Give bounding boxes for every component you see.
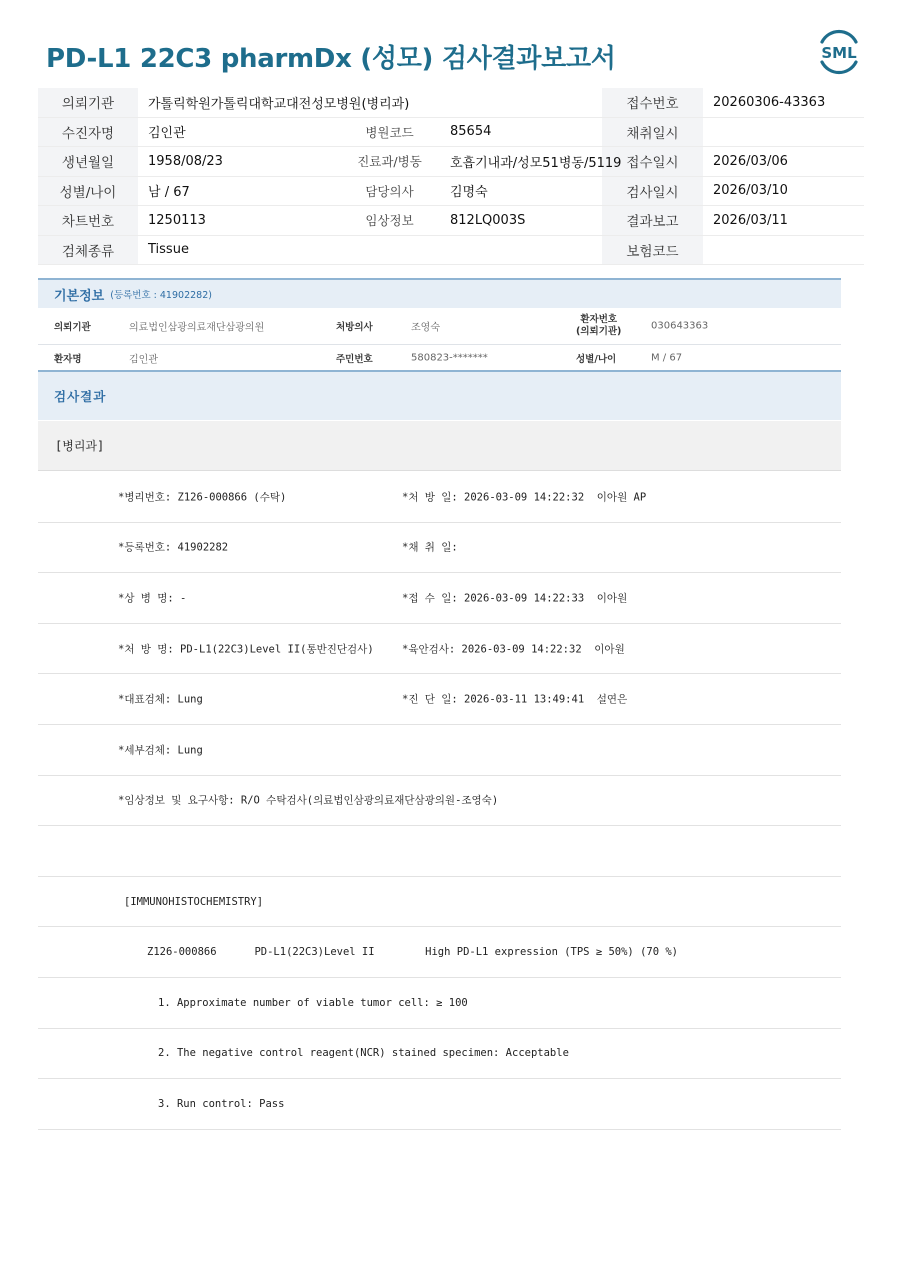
result-line [38, 472, 841, 523]
result-lines [38, 472, 841, 1130]
result-line [38, 1029, 841, 1080]
header-label: 접수번호 [602, 88, 703, 117]
header-value: 남 / 67 [138, 176, 339, 206]
header-value: 2026/03/06 [703, 147, 864, 177]
result-field-left: *대표검체: Lung [118, 693, 203, 706]
registration-note: (등록번호 : 41902282) [110, 290, 212, 301]
header-value: 김인관 [138, 117, 339, 147]
result-line [38, 624, 841, 675]
sex-age-value: M / 67 [651, 352, 683, 364]
header-value: 2026/03/11 [703, 206, 864, 236]
result-line [38, 1079, 841, 1130]
header-row [38, 147, 864, 177]
header-label: 채취일시 [602, 117, 703, 147]
result-line [38, 826, 841, 877]
header-label: 검사일시 [602, 176, 703, 206]
basic-info-title: 기본정보 [54, 288, 105, 304]
department-label: [병리과] [38, 421, 841, 471]
result-field-left: *세부검체: Lung [118, 744, 203, 757]
header-label: 병원코드 [339, 117, 440, 147]
header-label: 수진자명 [38, 117, 138, 147]
result-field-right: *육안검사: 2026-03-09 14:22:32 이아원 [402, 643, 625, 656]
prescriber-value: 조영숙 [411, 322, 440, 334]
header-value: 1250113 [138, 206, 339, 236]
patient-number-value: 030643363 [651, 320, 709, 332]
ihc-detail: 3. Run control: Pass [158, 1097, 285, 1110]
header-label: 담당의사 [339, 176, 440, 206]
header-value [703, 117, 864, 147]
header-value [703, 235, 864, 265]
header-value: 가톨릭학원가톨릭대학교대전성모병원(병리과) [138, 88, 602, 117]
sml-logo [814, 28, 864, 76]
results-heading: 검사결과 [54, 389, 107, 404]
patient-number-label: 환자번호 (의뢰기관) [576, 314, 622, 337]
ihc-detail: 1. Approximate number of viable tumor cell: ≥ 100 [158, 996, 468, 1009]
header-value: 85654 [440, 117, 602, 147]
result-field-right: *처 방 일: 2026-03-09 14:22:32 이아원 AP [402, 491, 647, 504]
report-title: PD-L1 22C3 pharmDx (성모) 검사결과보고서 [46, 44, 616, 74]
ihc-result: Z126-000866 PD-L1(22C3)Level II High PD-L1 expression (TPS ≥ 50%) (70 %) [147, 946, 679, 959]
header-row [38, 235, 864, 265]
header-value: 김명숙 [440, 176, 602, 206]
header-label: 임상정보 [339, 206, 440, 236]
result-field-left: *상 병 명: - [118, 592, 187, 605]
patient-header-table [38, 88, 864, 265]
header-value: 812LQ003S [440, 206, 602, 236]
ihc-detail: 2. The negative control reagent(NCR) stained specimen: Acceptable [158, 1047, 569, 1060]
result-line [38, 674, 841, 725]
header-row [38, 206, 864, 236]
result-line [38, 725, 841, 776]
result-field-right: *채 취 일: [402, 541, 458, 554]
result-line [38, 776, 841, 827]
sex-age-label: 성별/나이 [576, 354, 617, 365]
result-line [38, 927, 841, 978]
result-line [38, 573, 841, 624]
header-label: 보험코드 [602, 235, 703, 265]
header-value: 2026/03/10 [703, 176, 864, 206]
rrn-label: 주민번호 [336, 354, 373, 365]
basic-info-header [38, 278, 841, 308]
header-value: 1958/08/23 [138, 147, 339, 177]
result-field-left: *처 방 명: PD-L1(22C3)Level II(통반진단검사) [118, 643, 374, 656]
patient-name-value: 김인관 [129, 354, 158, 366]
header-row [38, 176, 864, 206]
result-field-left: *임상정보 및 요구사항: R/O 수탁검사(의료법인삼광의료재단삼광의원-조영숙) [118, 794, 499, 807]
prescriber-label: 처방의사 [336, 322, 373, 333]
header-label: 차트번호 [38, 206, 138, 236]
logo-text: SML [821, 44, 857, 62]
basic-info-section [38, 278, 841, 372]
result-field-right: *진 단 일: 2026-03-11 13:49:41 설연은 [402, 693, 628, 706]
header-label: 접수일시 [602, 147, 703, 177]
rrn-value: 580823-******* [411, 352, 488, 364]
institution-value: 의료법인삼광의료재단삼광의원 [129, 322, 265, 334]
result-line [38, 978, 841, 1029]
results-heading-bar [38, 370, 841, 420]
result-field-left: *병리번호: Z126-000866 (수탁) [118, 491, 287, 504]
header-value: Tissue [138, 235, 602, 265]
header-label: 의뢰기관 [38, 88, 138, 117]
header-value: 20260306-43363 [703, 88, 864, 117]
header-label: 검체종류 [38, 235, 138, 265]
result-field-left: *등록번호: 41902282 [118, 541, 229, 554]
patient-name-label: 환자명 [54, 354, 82, 365]
header-label: 결과보고 [602, 206, 703, 236]
header-value: 호흡기내과/성모51병동/5119 [440, 147, 602, 177]
header-label: 생년월일 [38, 147, 138, 177]
institution-label: 의뢰기관 [54, 322, 91, 333]
result-line [38, 523, 841, 574]
basic-info-row [38, 345, 841, 372]
basic-info-row [38, 308, 841, 345]
header-label: 성별/나이 [38, 176, 138, 206]
result-field-right: *접 수 일: 2026-03-09 14:22:33 이아원 [402, 592, 628, 605]
result-line [38, 877, 841, 928]
header-row [38, 117, 864, 147]
header-row [38, 88, 864, 117]
ihc-heading: [IMMUNOHISTOCHEMISTRY] [124, 895, 264, 908]
header-label: 진료과/병동 [339, 147, 440, 177]
